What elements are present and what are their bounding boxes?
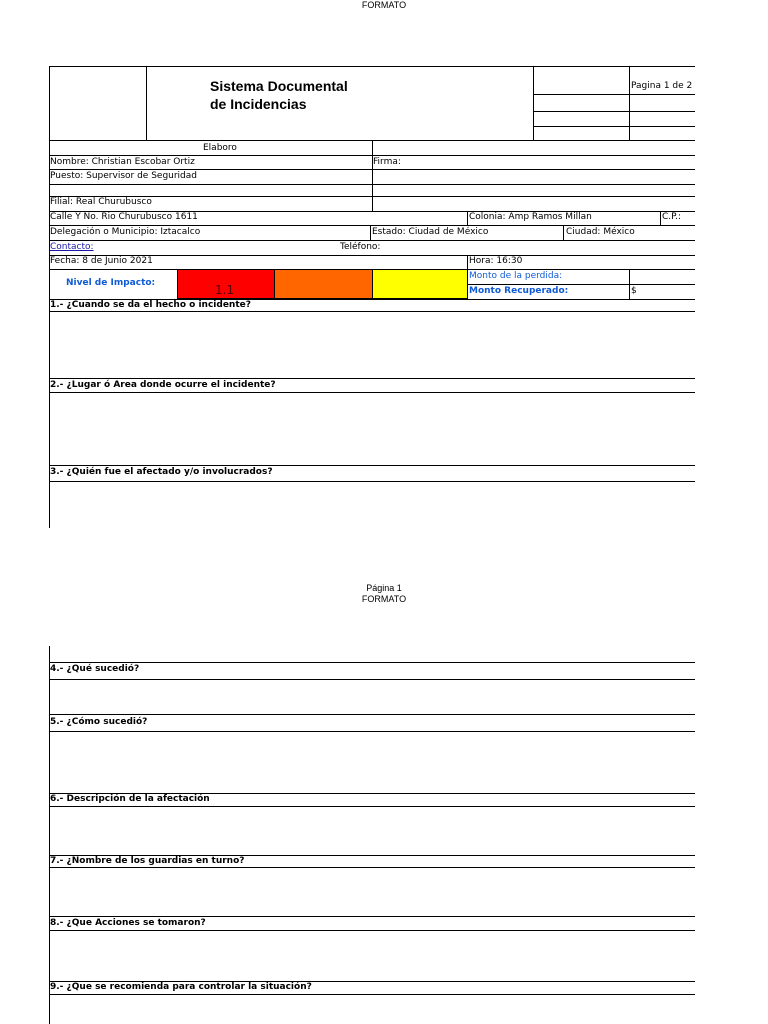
- question-7: 7.- ¿Nombre de los guardias en turno?: [50, 856, 245, 866]
- calle-field: Calle Y No. Rio Churubusco 1611: [50, 212, 198, 222]
- question-2: 2.- ¿Lugar ó Area donde ocurre el incidente?: [50, 380, 276, 390]
- contacto-link[interactable]: Contacto:: [50, 242, 94, 252]
- colonia-field: Colonia: Amp Ramos Millan: [469, 212, 592, 222]
- question-6: 6.- Descripción de la afectación: [50, 794, 210, 804]
- delegacion-field: Delegación o Municipio: Iztacalco: [50, 227, 201, 237]
- question-3: 3.- ¿Quién fue el afectado y/o involucrados?: [50, 467, 273, 477]
- telefono-field: Teléfono:: [340, 242, 381, 252]
- ciudad-field: Ciudad: México: [566, 227, 635, 237]
- firma-field: Firma:: [373, 157, 401, 167]
- page-header-formato: FORMATO: [361, 0, 407, 10]
- cp-field: C.P.:: [662, 212, 682, 222]
- monto-recuperado-label: Monto Recuperado:: [469, 286, 569, 296]
- puesto-field: Puesto: Supervisor de Seguridad: [50, 171, 197, 181]
- question-8: 8.- ¿Que Acciones se tomaron?: [50, 918, 206, 928]
- nivel-impacto-label: Nivel de Impacto:: [66, 278, 156, 288]
- fecha-field: Fecha: 8 de Junio 2021: [50, 256, 153, 266]
- impact-level-orange-swatch: [274, 269, 373, 299]
- page-footer-number: Página 1: [366, 583, 402, 593]
- monto-perdida-label: Monto de la perdida:: [469, 271, 563, 281]
- question-9: 9.- ¿Que se recomienda para controlar la situación?: [50, 982, 312, 992]
- question-5: 5.- ¿Cómo sucedió?: [50, 717, 148, 727]
- impact-level-value: 1.1: [215, 283, 235, 297]
- question-4: 4.- ¿Qué sucedió?: [50, 664, 140, 674]
- filial-field: Filial: Real Churubusco: [50, 197, 152, 207]
- nombre-field: Nombre: Christian Escobar Ortiz: [50, 157, 195, 167]
- question-1: 1.- ¿Cuando se da el hecho o incidente?: [50, 300, 251, 310]
- document-title-line2: de Incidencias: [210, 96, 307, 112]
- monto-recuperado-value: $: [631, 286, 637, 296]
- document-title-line1: Sistema Documental: [210, 78, 348, 94]
- impact-level-yellow-swatch: [372, 269, 468, 299]
- elaboro-label: Elaboro: [203, 143, 237, 153]
- page2-header-formato: FORMATO: [361, 594, 407, 604]
- estado-field: Estado: Ciudad de México: [372, 227, 489, 237]
- page-count-label: Pagina 1 de 2: [631, 81, 693, 91]
- hora-field: Hora: 16:30: [469, 256, 523, 266]
